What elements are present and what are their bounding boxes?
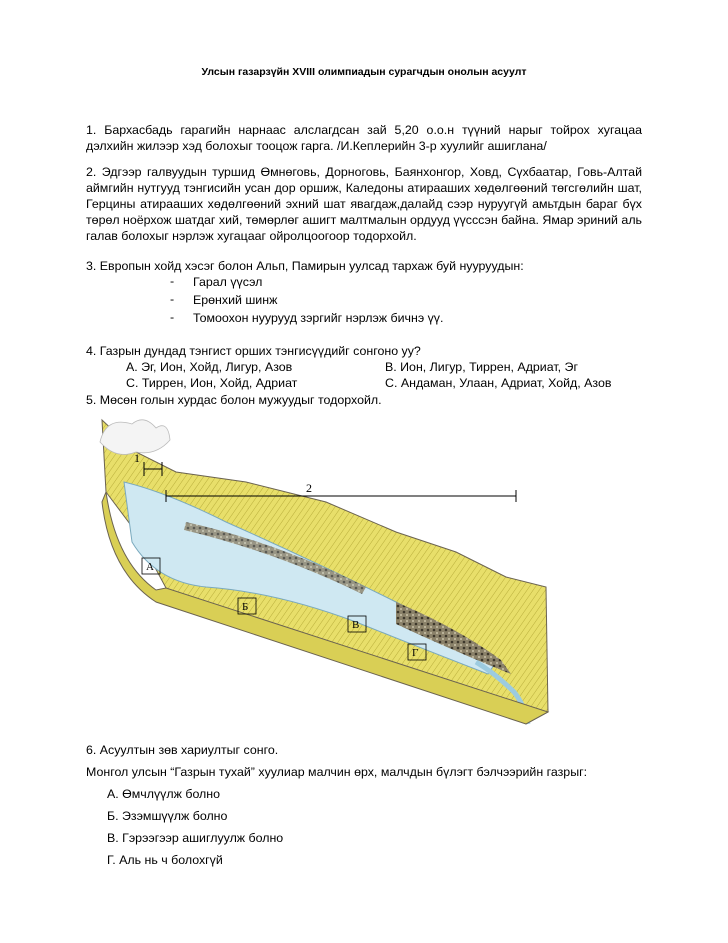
page-title: Улсын газарзүйн XVIII олимпиадын сурагчдын онолын асуулт bbox=[201, 66, 527, 78]
cloud-shape bbox=[100, 420, 170, 455]
label-1: 1 bbox=[134, 451, 140, 465]
option-6-c: В. Гэрээгээр ашиглуулж болно bbox=[107, 831, 284, 845]
question-6-prompt: Монгол улсын “Газрын тухай” хуулиар малчин өрх, малчдын бүлэгт бэлчээрийн газрыг: bbox=[86, 765, 588, 779]
bullet-dash: - bbox=[170, 274, 175, 288]
option-a: А. Эг, Ион, Хойд, Лигур, Азов bbox=[126, 360, 293, 374]
label-a: А bbox=[146, 561, 154, 573]
question-5: 5. Мөсөн голын хурдас болон мужуудыг тодорхойл. bbox=[86, 393, 382, 407]
label-b: Б bbox=[242, 601, 249, 613]
option-6-a: А. Өмчлүүлж болно bbox=[107, 787, 221, 801]
bullet-dash: - bbox=[170, 310, 175, 324]
label-2: 2 bbox=[306, 481, 312, 495]
question-6: 6. Асуултын зөв хариултыг сонго. bbox=[86, 743, 279, 757]
option-6-b: Б. Эзэмшүүлж болно bbox=[107, 809, 228, 823]
bullet-dash: - bbox=[170, 292, 175, 306]
option-b: В. Ион, Лигур, Тиррен, Адриат, Эг bbox=[385, 360, 578, 374]
question-2: 2. Эдгээр галвуудын туршид Өмнөговь, Дорноговь, Баянхонгор, Ховд, Сүхбаатар, Говь-Алтай аймгийн нутгууд тэнгисийн усан дор оршиж, Каледоны атирааших хөдөлгөөний төгсгөлийн шат, Герцины атирааших хөдөлгөөний эхний шат явагдаж,далайд сээр нуруугүй амьтдын бараг бүх төрөл ноёрхож шатдаг хий, төмөрлөг ашигт малтмалын ордууд үүсссэн байна. Ямар эриний аль галав болохыг нэрлэж хугацааг ойролцоогоор тодорхойл. bbox=[86, 165, 642, 243]
glacier-diagram bbox=[96, 412, 556, 732]
question-3: 3. Европын хойд хэсэг болон Альп, Памирын уулсад тархаж буй нууруудын: bbox=[86, 259, 524, 273]
question-3-item: Томоохон нуурууд зэргийг нэрлэж бичнэ үү. bbox=[193, 311, 444, 325]
question-4: 4. Газрын дундад тэнгист орших тэнгисүүдийг сонгоно уу? bbox=[86, 344, 421, 358]
option-c: С. Тиррен, Ион, Хойд, Адриат bbox=[126, 376, 298, 390]
option-6-d: Г. Аль нь ч болохгүй bbox=[107, 853, 223, 867]
label-g: Г bbox=[412, 647, 419, 659]
option-d: С. Андаман, Улаан, Адриат, Хойд, Азов bbox=[385, 376, 612, 390]
question-1: 1. Бархасбадь гарагийн нарнаас алслагдсан зай 5,20 о.о.н түүний нарыг тойрох хугацаа дэлхийн жилээр хэд болохыг тооцож гарга. /И.Кеплерийн 3-р хуулийг ашиглана/ bbox=[86, 123, 642, 153]
question-3-item: Гарал үүсэл bbox=[193, 275, 263, 289]
label-v: В bbox=[352, 619, 360, 631]
question-3-item: Ерөнхий шинж bbox=[193, 293, 278, 307]
